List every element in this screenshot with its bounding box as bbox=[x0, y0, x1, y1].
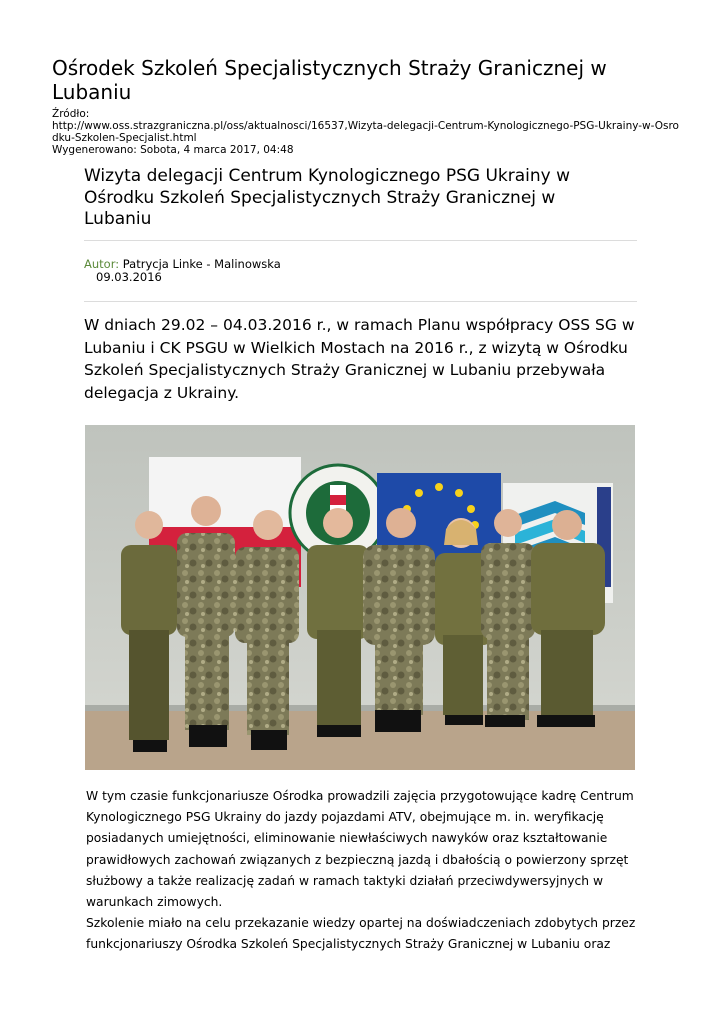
publish-date: 09.03.2016 bbox=[96, 270, 162, 284]
generated-timestamp: Wygenerowano: Sobota, 4 marca 2017, 04:48 bbox=[52, 144, 294, 156]
article-photo bbox=[85, 425, 635, 770]
divider bbox=[84, 240, 637, 241]
article-body bbox=[86, 786, 646, 956]
article-lead: W dniach 29.02 – 04.03.2016 r., w ramach Planu współpracy OSS SG w Lubaniu i CK PSGU w Wielkich Mostach na 2016 r., z wizytą w Ośrodku Szkoleń Specjalistycznych Straży Granicznej w Lubaniu przebywała delegacja z Ukrainy. bbox=[84, 316, 635, 402]
body-paragraph: Szkolenie miało na celu przekazanie wiedzy opartej na doświadczeniach zdobytych przez funkcjonariuszy Ośrodka Szkoleń Specjalistycznych Straży Granicznej w Lubaniu oraz bbox=[86, 916, 636, 952]
byline bbox=[84, 258, 281, 284]
document-meta bbox=[52, 108, 682, 156]
author-label: Autor: bbox=[84, 257, 120, 271]
article-title: Wizyta delegacji Centrum Kynologicznego PSG Ukrainy w Ośrodku Szkoleń Specjalistycznych Straży Granicznej w Lubaniu bbox=[84, 166, 571, 229]
author-name: Patrycja Linke - Malinowska bbox=[122, 257, 281, 271]
body-paragraph: W tym czasie funkcjonariusze Ośrodka prowadzili zajęcia przygotowujące kadrę Centrum Kynologicznego PSG Ukrainy do jazdy pojazdami ATV, obejmujące m. in. weryfikację posiadanych umiejętności, eliminowanie niewłaściwych nawyków oraz kształtowanie prawidłowych zachowań związanych z bezpieczną jazdą i dbałością o powierzony sprzęt służbowy a także realizację zadań w ramach taktyki działań przeciwdywersyjnych w warunkach zimowych. bbox=[86, 789, 634, 910]
divider bbox=[84, 301, 637, 302]
site-title: Ośrodek Szkoleń Specjalistycznych Straży Granicznej w Lubaniu bbox=[52, 56, 607, 104]
source-url[interactable]: http://www.oss.strazgraniczna.pl/oss/aktualnosci/16537,Wizyta-delegacji-Centrum-Kynologicznego-PSG-Ukrainy-w-Osrodku-Szkolen-Specjalist.html bbox=[52, 120, 679, 144]
source-label: Źródło: bbox=[52, 108, 90, 120]
